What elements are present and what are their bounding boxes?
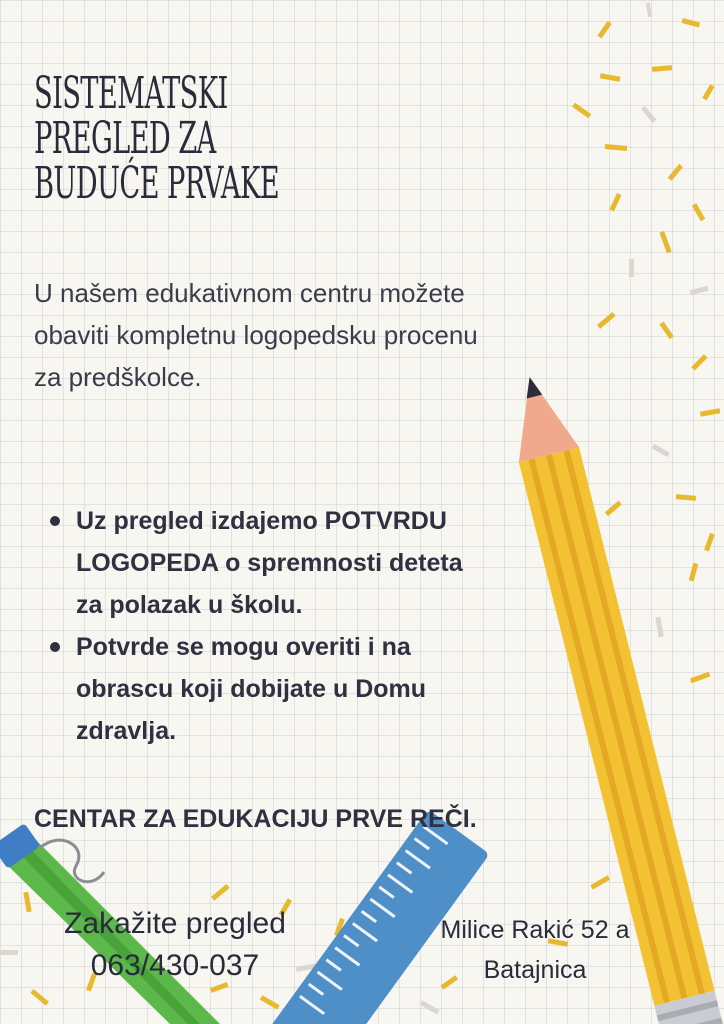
booking-label: Zakažite pregled bbox=[64, 907, 286, 940]
info-list bbox=[48, 500, 586, 752]
address-city: Batajnica bbox=[483, 956, 587, 984]
address-street: Milice Rakić 52 a bbox=[440, 916, 630, 944]
list-item bbox=[76, 626, 586, 752]
intro-line: U našem edukativnom centru možete bbox=[34, 278, 465, 308]
list-item-line: LOGOPEDA o spremnosti deteta bbox=[76, 549, 463, 577]
booking-info bbox=[30, 903, 320, 987]
page-title bbox=[34, 68, 356, 209]
intro-text bbox=[34, 272, 594, 398]
list-item-line: obrascu koji dobijate u Domu bbox=[76, 675, 427, 703]
intro-line: za predškolce. bbox=[34, 362, 202, 392]
list-item-line: Uz pregled izdajemo POTVRDU bbox=[76, 507, 447, 535]
center-name: CENTAR ZA EDUKACIJU PRVE REČI. bbox=[34, 805, 477, 833]
list-item-line: zdravlja. bbox=[76, 717, 177, 745]
phone-number[interactable]: 063/430-037 bbox=[90, 949, 260, 982]
title-line: SISTEMATSKI PREGLED ZA bbox=[34, 68, 228, 164]
list-item-line: Potvrde se mogu overiti i na bbox=[76, 633, 411, 661]
address-info bbox=[410, 910, 660, 990]
list-item bbox=[76, 500, 586, 626]
list-item-line: za polazak u školu. bbox=[76, 591, 303, 619]
title-line: BUDUĆE PRVAKE bbox=[34, 157, 280, 209]
intro-line: obaviti kompletnu logopedsku procenu bbox=[34, 320, 478, 350]
